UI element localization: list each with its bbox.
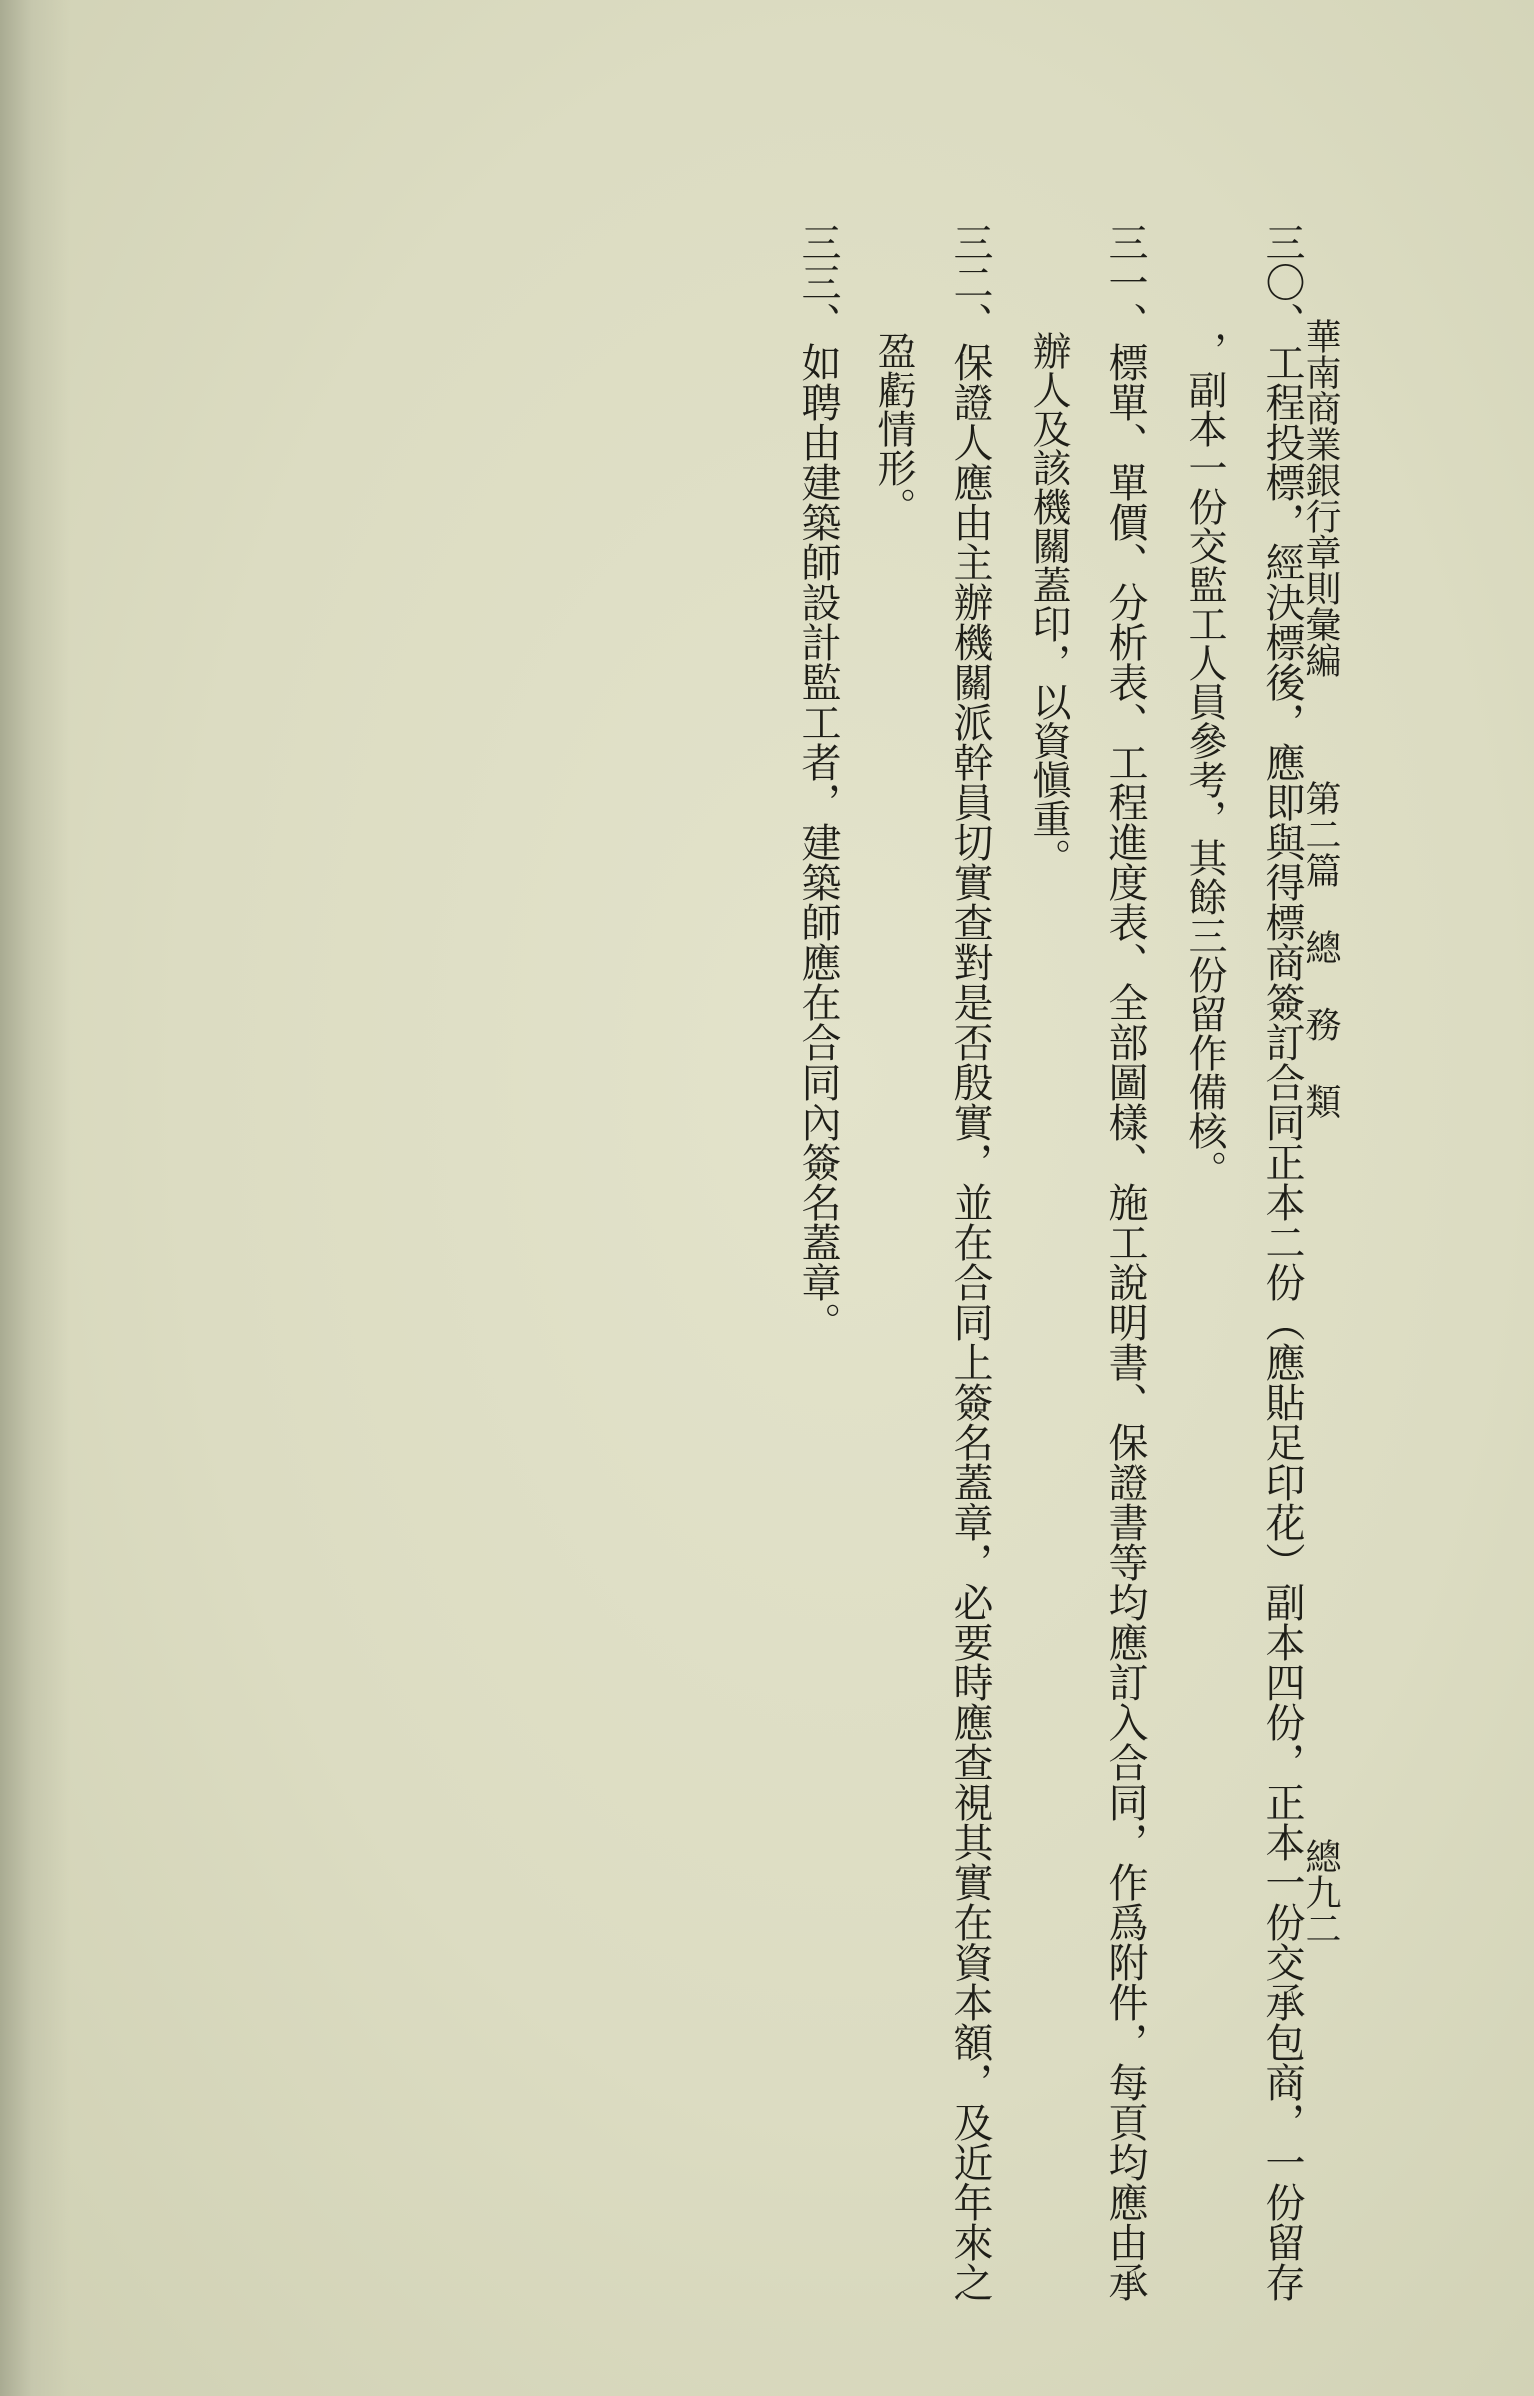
article-32-line-1: 三二、保證人應由主辦機關派幹員切實查對是否殷實，並在合同上簽名蓋章，必要時應查視其實在資本額，及近年來之 [947,222,993,2302]
page-number: 總九二 [1300,1838,1341,1946]
book-title: 華南商業銀行章則彙編 [1300,318,1341,678]
article-31-line-2: 辦人及該機關蓋印，以資愼重。 [1026,331,1071,877]
book-spine-shadow [0,0,70,2396]
article-33-line-1: 三三、如聘由建築師設計監工者，建築師應在合同內簽名蓋章。 [795,222,841,1342]
article-30-line-2: ，副本一份交監工人員參考，其餘三份留作備核。 [1182,331,1227,1189]
article-32-line-2: 盈虧情形。 [871,331,916,526]
article-30-line-1: 三〇、工程投標，經決標後，應即與得標商簽訂合同正本二份（應貼足印花）副本四份，正本一份交承包商，一份留存 [1259,222,1305,2302]
article-31-line-1: 三一、標單、單價、分析表、工程進度表、全部圖樣、施工說明書、保證書等均應訂入合同，作爲附件，每頁均應由承 [1102,222,1148,2302]
section-title: 第二篇 總 務 類 [1300,780,1341,1119]
